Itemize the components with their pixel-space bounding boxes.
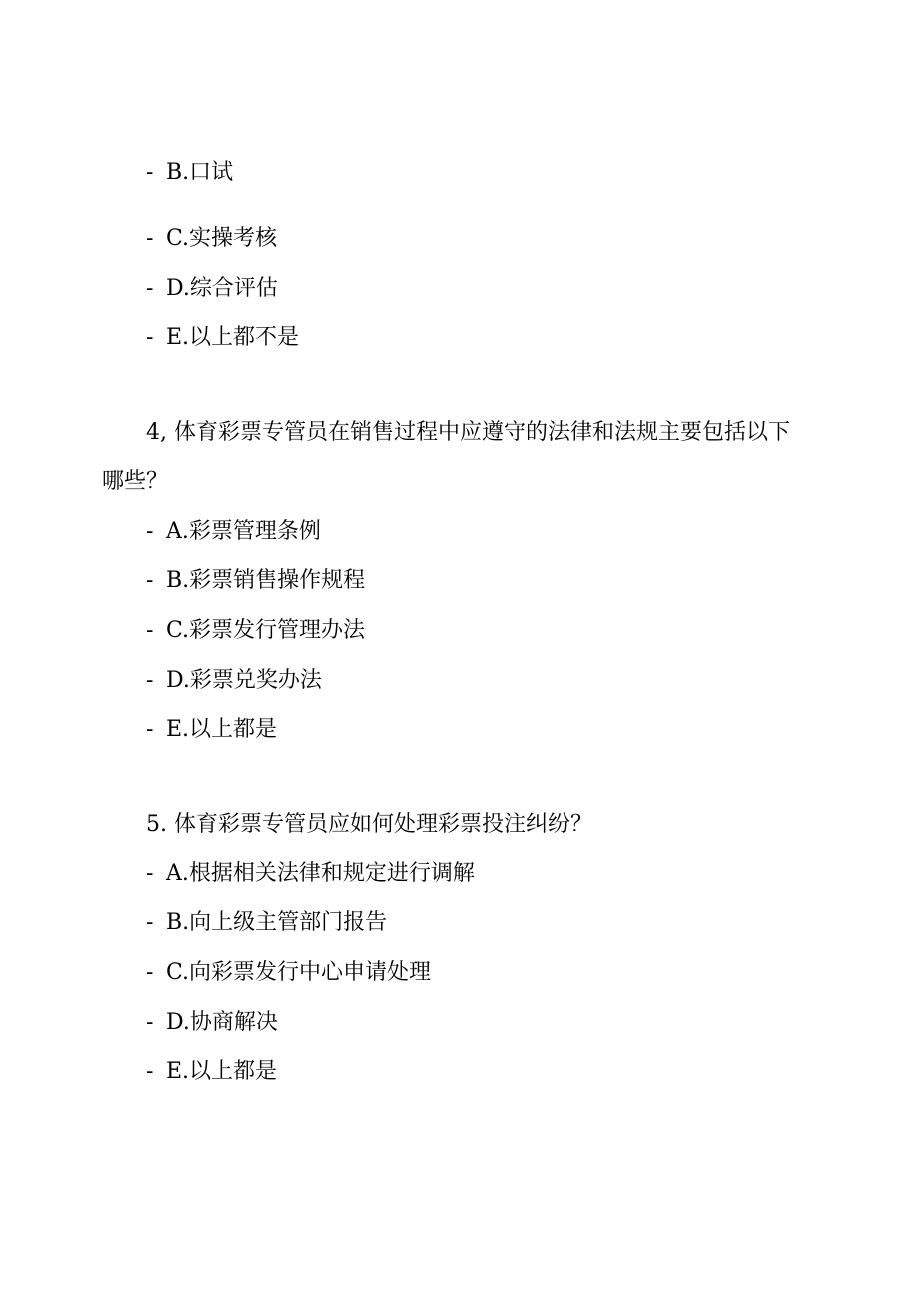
- q4-option-b: [146, 566, 365, 596]
- q4-option-a: [146, 517, 321, 547]
- option-dash: -: [146, 325, 154, 350]
- option-dash: -: [146, 519, 154, 544]
- q4-option-d: [146, 666, 322, 696]
- option-text: C.实操考核: [166, 226, 278, 251]
- q5-option-d: [146, 1008, 278, 1038]
- question-4-text-continued: 哪些？: [102, 469, 169, 494]
- option-dash: -: [146, 1059, 154, 1084]
- option-dash: -: [146, 160, 154, 185]
- q5-option-c: [146, 958, 431, 988]
- option-dash: -: [146, 276, 154, 301]
- option-dash: -: [146, 717, 154, 742]
- option-text: E.以上都是: [166, 717, 278, 742]
- question-5-text: 5. 体育彩票专管员应如何处理彩票投注纠纷？: [146, 812, 592, 837]
- option-text: D.综合评估: [166, 276, 278, 301]
- option-text: D.彩票兑奖办法: [166, 668, 322, 693]
- q4-option-e: [146, 715, 277, 745]
- question-4-text: 4, 体育彩票专管员在销售过程中应遵守的法律和法规主要包括以下: [146, 420, 790, 445]
- option-c: [146, 224, 277, 254]
- q4-option-c: [146, 616, 365, 646]
- option-dash: -: [146, 861, 154, 886]
- option-text: C.向彩票发行中心申请处理: [166, 960, 432, 985]
- option-text: B.彩票销售操作规程: [166, 568, 366, 593]
- option-text: B.口试: [166, 160, 234, 185]
- q5-option-b: [146, 908, 387, 938]
- option-dash: -: [146, 910, 154, 935]
- option-text: E.以上都不是: [166, 325, 300, 350]
- option-text: A.根据相关法律和规定进行调解: [166, 861, 475, 886]
- option-dash: -: [146, 960, 154, 985]
- option-text: E.以上都是: [166, 1059, 278, 1084]
- option-text: A.彩票管理条例: [166, 519, 321, 544]
- option-dash: -: [146, 568, 154, 593]
- option-text: B.向上级主管部门报告: [166, 910, 388, 935]
- option-dash: -: [146, 1010, 154, 1035]
- option-b: [146, 158, 233, 188]
- option-text: C.彩票发行管理办法: [166, 618, 366, 643]
- option-dash: -: [146, 668, 154, 693]
- option-d: [146, 274, 278, 304]
- option-text: D.协商解决: [166, 1010, 278, 1035]
- option-dash: -: [146, 618, 154, 643]
- option-dash: -: [146, 226, 154, 251]
- q5-option-e: [146, 1057, 277, 1087]
- option-e: [146, 323, 299, 353]
- q5-option-a: [146, 859, 475, 889]
